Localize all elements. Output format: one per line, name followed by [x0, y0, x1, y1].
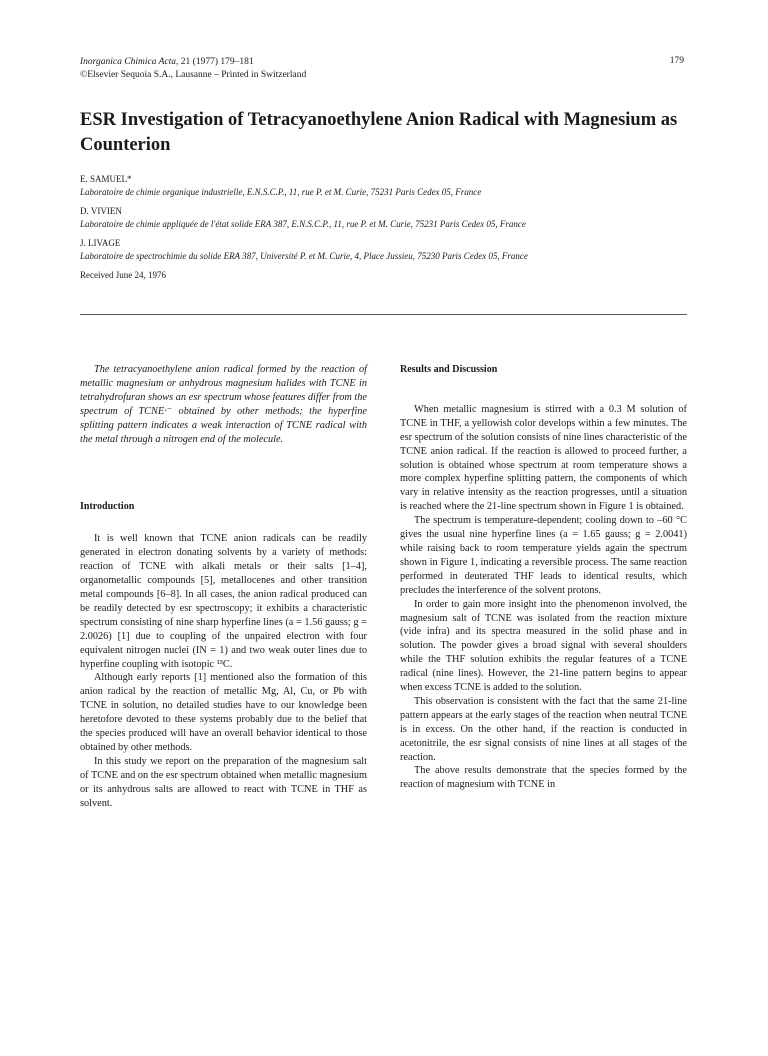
received-date: Received June 24, 1976 — [80, 270, 166, 280]
journal-reference: 21 (1977) 179–181 — [178, 57, 254, 67]
abstract: The tetracyanoethylene anion radical formed by the reaction of metallic magnesium or anhydrous magnesium halides with TCNE in tetrahydrofuran shows an esr spectrum whose features differ from the spectrum of TCNE·⁻ obtained by other methods; the hyperfine splitting pattern indicates a weak interaction of TCNE radical with the metal through a nitrogen end of the molecule. — [80, 364, 367, 445]
author-name: D. VIVIEN — [80, 206, 122, 216]
left-column — [80, 363, 367, 810]
paragraph: It is well known that TCNE anion radicals can be readily generated in electron donating solvents by a variety of methods: reaction of TCNE with alkali metals or their salts [1–4], organometallic compounds [5], metallocenes and other transition metal compounds [6–8]. In all cases, the anion radical produced can be readily detected by esr spectroscopy; it exhibits a characteristic spectrum consisting of nine sharp hyperfine lines (a = 1.56 gauss; g = 2.0026) [1] due to coupling of the unpaired electron with four equivalent nitrogen nuclei (IN = 1) and two weak outer lines due to hyperfine coupling with isotopic ¹³C. — [80, 533, 367, 670]
right-column — [400, 363, 687, 792]
author-affiliation: Laboratoire de chimie appliquée de l'état solide ERA 387, E.N.S.C.P., 11, rue P. et M. Curie, 75231 Paris Cedex 05, France — [80, 219, 526, 229]
paragraph: In this study we report on the preparation of the magnesium salt of TCNE and on the esr spectrum obtained when metallic magnesium or its anhydrous salts are allowed to react with TCNE in THF as solvent. — [80, 755, 367, 809]
journal-header — [80, 56, 306, 82]
author-block — [80, 173, 700, 282]
paragraph: The above results demonstrate that the species formed by the reaction of magnesium with TCNE in — [400, 765, 687, 791]
copyright-line: ©Elsevier Sequoia S.A., Lausanne – Printed in Switzerland — [80, 70, 307, 80]
journal-name: Inorganica Chimica Acta, — [80, 57, 179, 67]
paper-title: ESR Investigation of Tetracyanoethylene Anion Radical with Magnesium as Counterion — [80, 110, 678, 155]
header-divider — [80, 314, 687, 315]
author-affiliation: Laboratoire de spectrochimie du solide ERA 387, Université P. et M. Curie, 4, Place Jussieu, 75230 Paris Cedex 05, France — [80, 251, 528, 261]
author-affiliation: Laboratoire de chimie organique industrielle, E.N.S.C.P., 11, rue P. et M. Curie, 75231 Paris Cedex 05, France — [80, 187, 482, 197]
author-name: J. LIVAGE — [80, 238, 121, 248]
paragraph: This observation is consistent with the fact that the same 21-line pattern appears at the early stages of the reaction when neutral TCNE is in excess. On the other hand, if the reaction is conducted in acetonitrile, the esr signal consists of nine lines at all stages of the reaction. — [400, 695, 687, 763]
journal-citation — [80, 56, 306, 69]
introduction-heading: Introduction — [80, 501, 135, 513]
results-heading: Results and Discussion — [400, 364, 498, 375]
author-name: E. SAMUEL* — [80, 174, 132, 184]
paragraph: When metallic magnesium is stirred with a 0.3 M solution of TCNE in THF, a yellowish color develops within a few minutes. The esr spectrum of the solution consists of nine lines characteristic of the TCNE anion radical. If the reaction is allowed to proceed further, a solution is obtained whose spectrum at room temperature shows a more complex hyperfine splitting pattern, the components of which vary in relative intensity as the reaction progresses, until a situation is reached where the 21-line spectrum shown in Figure 1 is obtained. — [400, 403, 687, 513]
page-number: 179 — [669, 56, 684, 66]
paragraph: The spectrum is temperature-dependent; cooling down to –60 °C gives the usual nine hyperfine lines (a = 1.65 gauss; g = 2.0041) while raising back to room temperature yields again the spectrum shown in Figure 1, indicating a reversible process. The same reaction performed in deuterated THF leads to identical results, which precludes the interference of the solvent protons. — [400, 515, 687, 596]
paragraph: In order to gain more insight into the phenomenon involved, the magnesium salt of TCNE was isolated from the reaction mixture (vide infra) and its spectra measured in the solid phase and in solution. The powder gives a broad signal with several shoulders while the THF solution exhibits the regular features of a TCNE radical (nine lines). However, the 21-line pattern begins to appear when excess TCNE is added to the solution. — [400, 598, 687, 694]
paragraph: Although early reports [1] mentioned also the formation of this anion radical by the reaction of metallic Mg, Al, Cu, or Pb with TCNE in solution, no detailed studies have to our knowledge been heretofore devoted to these systems probably due to the belief that the species produced will have an overall behavior identical to those obtained by other methods. — [80, 672, 367, 753]
